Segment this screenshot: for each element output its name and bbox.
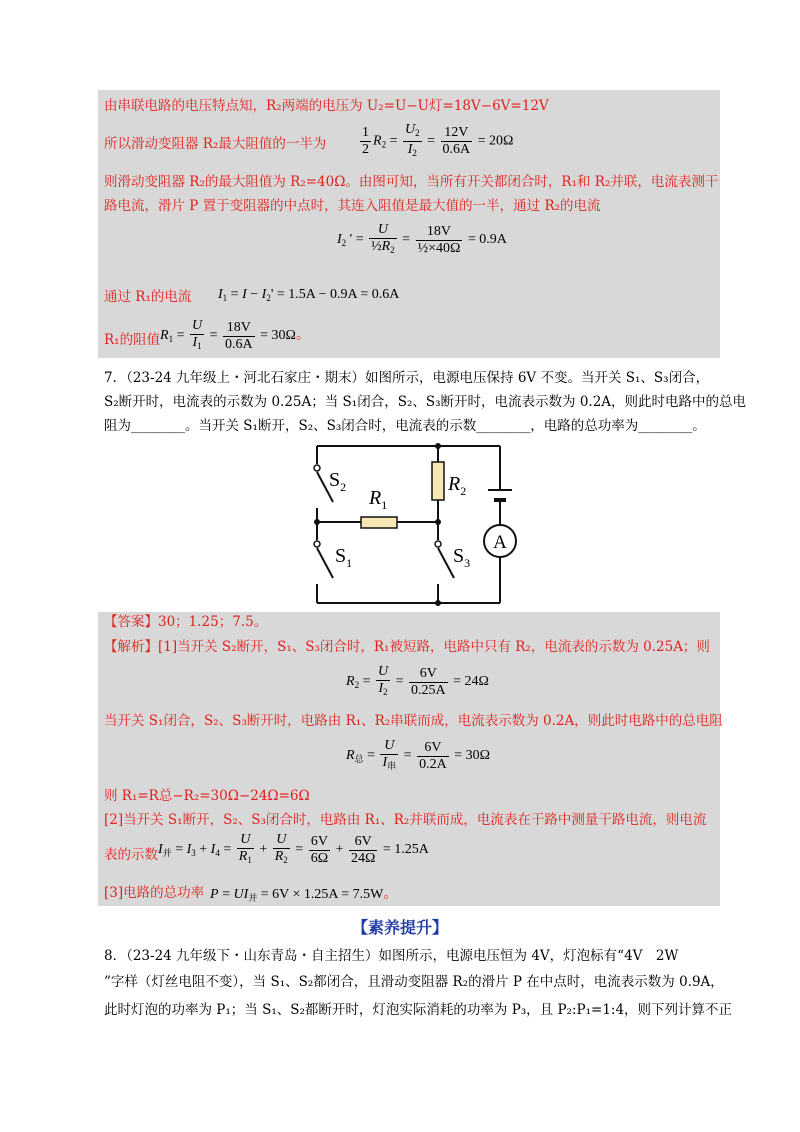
label-s3-sub: 3 — [464, 556, 471, 570]
solution6-line7-text: R₁的阻值 — [104, 332, 161, 348]
solution6-line6-text: 通过 R₁的电流 — [104, 289, 192, 305]
solution6-line2-text: 所以滑动变阻器 R₂最大阻值的一半为 — [104, 136, 327, 152]
solution6-line3: 则滑动变阻器 R₂的最大阻值为 R₂=40Ω。由图可知，当所有开关都闭合时，R₁和 R₂并联，电流表测干 — [104, 174, 719, 190]
ammeter-label: A — [493, 532, 507, 553]
resistor-r1 — [361, 517, 397, 528]
label-s3: S — [453, 545, 465, 567]
junction-node — [435, 519, 441, 525]
label-r1: R — [369, 487, 382, 509]
question7-line3: 阻为________。当开关 S₁断开，S₂、S₃闭合时，电流表的示数________，电路的总功率为________。 — [104, 418, 706, 434]
label-s1-sub: 1 — [346, 556, 353, 570]
solution6-formula-i2: $I_2$ ' = $\frac{U}{\frac{1}{2}R_2}$ = $\frac{18V}{\text{½×40Ω}}$ = 0.9A — [337, 222, 507, 256]
junction-node — [435, 443, 441, 449]
label-r2-sub: 2 — [460, 484, 467, 498]
answer7-analysis-line1: 【解析】[1]当开关 S₂断开，S₁、S₃闭合时，R₁被短路，电路中只有 R₂，电流表的示数为 0.25A；则 — [104, 639, 710, 655]
resistor-r2 — [432, 462, 444, 500]
solution6-line1: 由串联电路的电压特点知，R₂两端的电压为 U₂=U−U灯=18V−6V=12V — [104, 98, 549, 114]
answer7-formula-r2: $R_2$ = $\frac{U}{I_2}$ = $\frac{6V}{0.25A}$ = 24Ω — [346, 664, 489, 698]
svg-text:S1 — [335, 545, 352, 570]
answer7-line5-text: 表的示数 — [104, 847, 158, 863]
section-title: 【素养提升】 — [351, 918, 448, 937]
question7-line1: 7．（23-24 九年级上・河北石家庄・期末）如图所示，电源电压保持 6V 不变。当开关 S₁、S₃闭合， — [104, 370, 710, 386]
answer7-line4: [2]当开关 S₁断开，S₂、S₃闭合时，电路由 R₁、R₂并联而成，电流表在干路中测量干路电流，则电流 — [104, 812, 707, 828]
solution6-line4: 路电流，滑片 P 置于变阻器的中点时，其连入阻值是最大值的一半，通过 R₂的电流 — [104, 198, 601, 214]
label-s2: S — [329, 469, 341, 491]
question8-line2: ”字样（灯丝电阻不变），当 S₁、S₂都闭合，且滑动变阻器 R₂的滑片 P 在中点时，电流表示数为 0.9A， — [104, 974, 724, 990]
answer7-line6-text: [3]电路的总功率 — [104, 885, 205, 901]
label-r2: R — [448, 473, 461, 495]
junction-node — [435, 600, 441, 606]
answer7-formula-iparallel: $I_并 = I_3 + I_4$ = $\frac{U}{R_1}$ + $\frac{U}{R_2}$ = $\frac{6V}{6\Omega}$ + $\frac{6V}{24\Omega}$ = 1.25A — [158, 832, 429, 866]
svg-text:S3 — [453, 545, 470, 570]
svg-text:S2 — [329, 469, 346, 494]
answer7-answer: 【答案】30；1.25；7.5。 — [104, 614, 268, 630]
answer7-formula-rtotal: $R_总$ = $\frac{U}{I_串}$ = $\frac{6V}{0.2A}$ = 30Ω — [346, 738, 491, 772]
svg-text:R2 — [447, 473, 466, 498]
answer7-formula-power: $P = UI_并 = 6V \times 1.25A = 7.5W$。 — [210, 887, 398, 903]
answer7-line2: 当开关 S₁闭合，S₂、S₃断开时，电路由 R₁、R₂串联而成，电流表示数为 0.2A，则此时电路中的总电阻 — [104, 713, 723, 729]
label-s2-sub: 2 — [340, 480, 347, 494]
question8-line1: 8．（23-24 九年级下・山东青岛・自主招生）如图所示，电源电压恒为 4V，灯泡标有“4V 2W — [104, 948, 679, 964]
label-s1: S — [335, 545, 347, 567]
svg-text:R1 — [368, 487, 387, 512]
label-r1-sub: 1 — [381, 498, 388, 512]
circuit-diagram — [295, 440, 525, 610]
junction-node — [314, 519, 320, 525]
solution6-formula-r1: $R_1$ = $\frac{U}{I_1}$ = $\frac{18V}{0.6A}$ = 30Ω。 — [160, 318, 310, 352]
solution6-formula-i1: $I_1 = I - I_2' = 1.5A - 0.9A = 0.6A$ — [218, 287, 400, 303]
question7-line2: S₂断开时，电流表的示数为 0.25A；当 S₁闭合，S₂、S₃断开时，电流表示数为 0.2A，则此时电路中的总电 — [104, 394, 747, 410]
question8-line3: 此时灯泡的功率为 P₁；当 S₁、S₂都断开时，灯泡实际消耗的功率为 P₃，且 P₂:P₁=1:4，则下列计算不正 — [104, 1002, 733, 1018]
answer7-line3: 则 R₁=R总−R₂=30Ω−24Ω=6Ω — [104, 788, 310, 804]
solution6-formula-half-r2: $\frac{1}{2}$ $R_2$ = $\frac{U_2}{I_2}$ = $\frac{12V}{0.6A}$ = 20Ω — [362, 122, 514, 158]
